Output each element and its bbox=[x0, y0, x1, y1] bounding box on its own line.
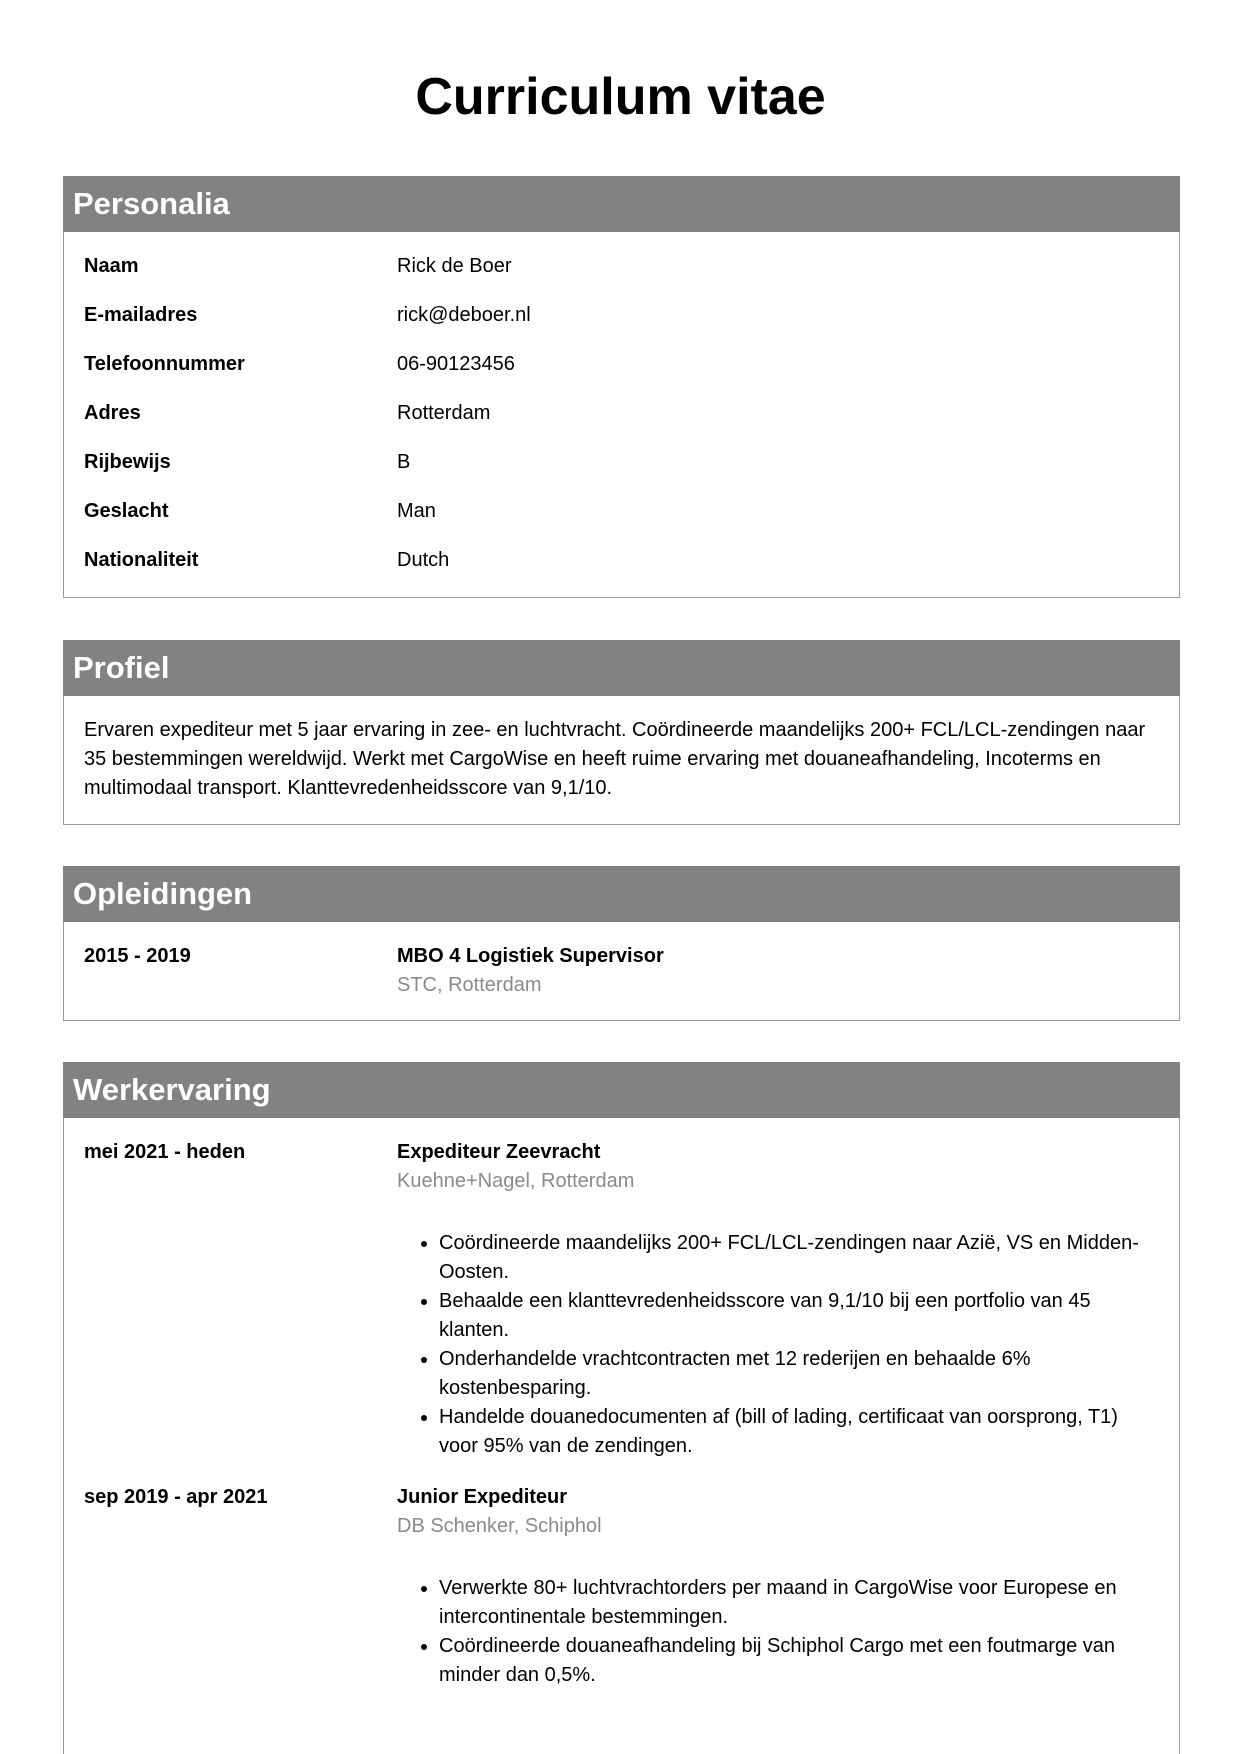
profiel-body bbox=[64, 696, 1179, 823]
field-value: Rotterdam bbox=[397, 402, 491, 424]
field-label: Nationaliteit bbox=[84, 549, 199, 571]
entry-period: 2015 - 2019 bbox=[84, 945, 191, 967]
personalia-section bbox=[63, 176, 1180, 598]
section-heading: Werkervaring bbox=[63, 1062, 1180, 1118]
opleidingen-section bbox=[63, 866, 1180, 1021]
entry-organization: Kuehne+Nagel, Rotterdam bbox=[397, 1170, 635, 1192]
entry-period: sep 2019 - apr 2021 bbox=[84, 1486, 268, 1508]
entry-title: Expediteur Zeevracht bbox=[397, 1141, 601, 1163]
field-value: Man bbox=[397, 500, 436, 522]
werkervaring-section bbox=[63, 1062, 1180, 1754]
entry-organization: DB Schenker, Schiphol bbox=[397, 1515, 602, 1537]
section-heading: Profiel bbox=[63, 640, 1180, 696]
entry-period: mei 2021 - heden bbox=[84, 1141, 246, 1163]
list-item: • Onderhandelde vrachtcontracten met 12 rederijen en behaalde 6% kostenbesparing. bbox=[439, 1345, 1159, 1403]
personal-row-email bbox=[84, 301, 1159, 330]
field-label: Rijbewijs bbox=[84, 451, 171, 473]
entry-title: Junior Expediteur bbox=[397, 1486, 568, 1508]
list-item: • Handelde douanedocumenten af (bill of lading, certificaat van oorsprong, T1) voor 95% van de zendingen. bbox=[439, 1403, 1159, 1461]
education-entry bbox=[84, 942, 1159, 1000]
field-value: Rick de Boer bbox=[397, 255, 512, 277]
personal-row-name bbox=[84, 252, 1159, 281]
work-entry bbox=[84, 1483, 1159, 1690]
list-item: • Verwerkte 80+ luchtvrachtorders per maand in CargoWise voor Europese en intercontinentale bestemmingen. bbox=[439, 1574, 1159, 1632]
section-heading: Opleidingen bbox=[63, 866, 1180, 922]
entry-title: MBO 4 Logistiek Supervisor bbox=[397, 945, 664, 967]
profile-text: Ervaren expediteur met 5 jaar ervaring in zee- en luchtvracht. Coördineerde maandelijks 200+ FCL/LCL-zendingen naar 35 bestemmingen wereldwijd. Werkt met CargoWise en heeft ruime ervaring met douaneafhandeling, Incoterms en multimodaal transport. Klanttevredenheidsscore van 9,1/10. bbox=[84, 719, 1146, 799]
entry-detail bbox=[397, 1483, 1159, 1690]
personal-row-gender bbox=[84, 497, 1159, 526]
section-heading: Personalia bbox=[63, 176, 1180, 232]
field-value: B bbox=[397, 451, 411, 473]
field-label: Adres bbox=[84, 402, 141, 424]
field-label: E-mailadres bbox=[84, 304, 198, 326]
opleidingen-body bbox=[64, 922, 1179, 1000]
personal-row-address bbox=[84, 399, 1159, 428]
entry-organization: STC, Rotterdam bbox=[397, 974, 542, 996]
list-item: • Coördineerde maandelijks 200+ FCL/LCL-zendingen naar Azië, VS en Midden-Oosten. bbox=[439, 1229, 1159, 1287]
field-label: Naam bbox=[84, 255, 139, 277]
achievement-list bbox=[397, 1229, 1159, 1461]
personal-row-phone bbox=[84, 350, 1159, 379]
field-label: Telefoonnummer bbox=[84, 353, 245, 375]
list-item: • Coördineerde douaneafhandeling bij Schiphol Cargo met een foutmarge van minder dan 0,5%. bbox=[439, 1632, 1159, 1690]
entry-detail bbox=[397, 1138, 1159, 1461]
field-value: rick@deboer.nl bbox=[397, 304, 531, 326]
list-item: • Behaalde een klanttevredenheidsscore van 9,1/10 bij een portfolio van 45 klanten. bbox=[439, 1287, 1159, 1345]
personal-row-license bbox=[84, 448, 1159, 477]
personalia-body bbox=[64, 232, 1179, 575]
field-value: 06-90123456 bbox=[397, 353, 515, 375]
page-title: Curriculum vitae bbox=[415, 68, 826, 126]
field-value: Dutch bbox=[397, 549, 450, 571]
werkervaring-body bbox=[64, 1118, 1179, 1690]
work-entry bbox=[84, 1138, 1159, 1461]
entry-detail bbox=[397, 942, 1159, 1000]
achievement-list bbox=[397, 1574, 1159, 1690]
field-label: Geslacht bbox=[84, 500, 169, 522]
profiel-section bbox=[63, 640, 1180, 825]
personal-row-nationality bbox=[84, 546, 1159, 575]
